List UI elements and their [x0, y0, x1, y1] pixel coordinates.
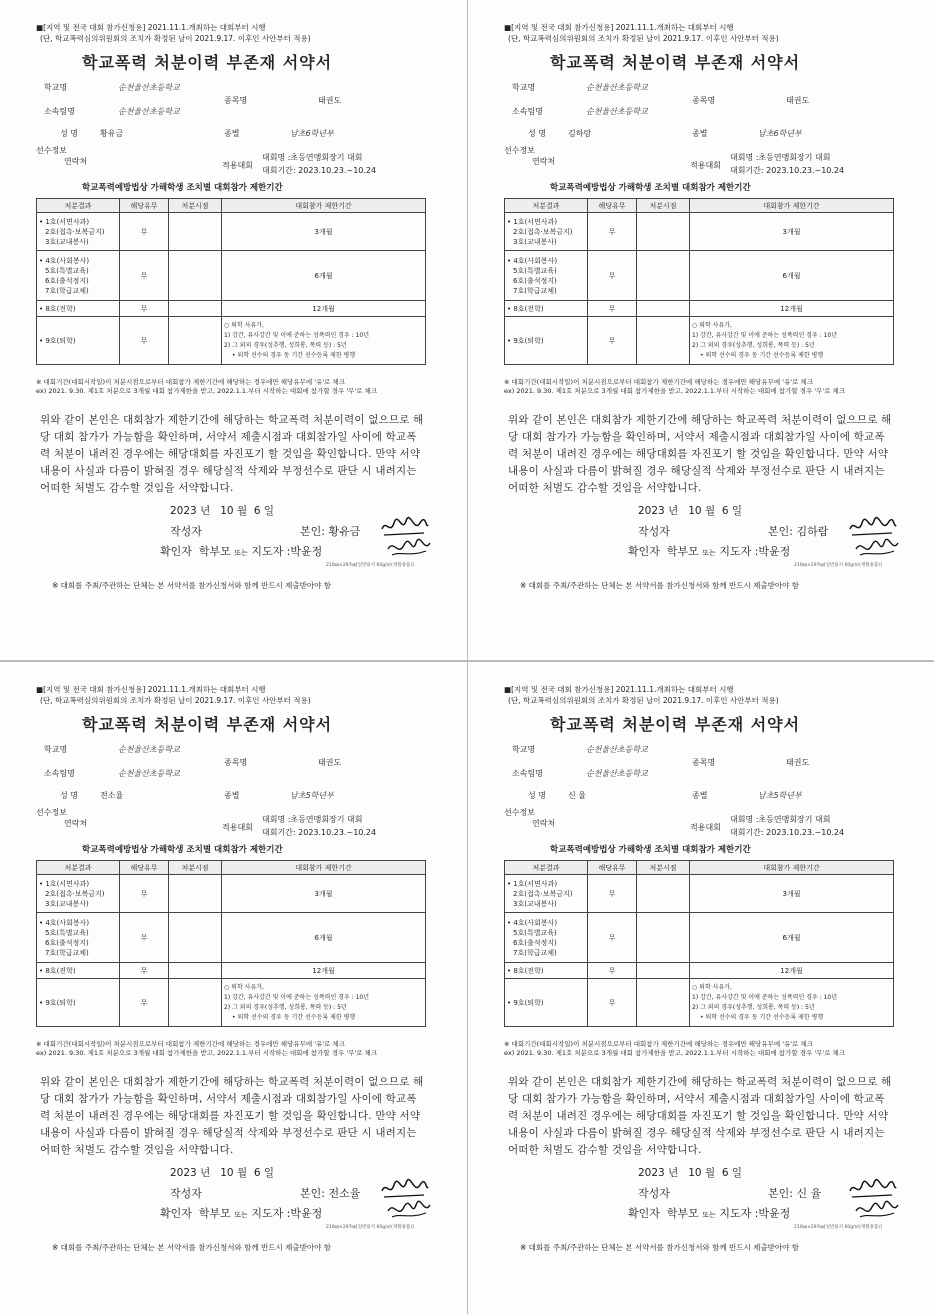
- period-cell: 3개월: [222, 875, 426, 913]
- applicable-cell: 무: [588, 251, 637, 301]
- pledge-date: 2023 년 10 월 6 일: [170, 1167, 274, 1179]
- result-cell: • 9호(퇴학): [37, 317, 120, 365]
- student-signature-mark: [380, 1177, 430, 1201]
- competition-label: 적용대회: [690, 161, 721, 170]
- time-cell: [637, 979, 690, 1027]
- col-header-period: 대회참가 제한기간: [690, 861, 894, 875]
- result-cell: • 8호(전학): [505, 963, 588, 979]
- time-cell: [169, 963, 222, 979]
- time-cell: [169, 213, 222, 251]
- time-cell: [637, 251, 690, 301]
- time-cell: [637, 213, 690, 251]
- result-cell: • 8호(전학): [37, 963, 120, 979]
- result-cell: • 9호(퇴학): [505, 979, 588, 1027]
- result-cell: • 9호(퇴학): [505, 317, 588, 365]
- writer-label: 작성자: [170, 525, 202, 538]
- time-cell: [637, 963, 690, 979]
- event-value: 태권도: [318, 758, 342, 767]
- player-info-label: 선수정보: [504, 808, 535, 817]
- applicable-cell: 무: [588, 913, 637, 963]
- period-cell: 6개월: [222, 913, 426, 963]
- time-cell: [169, 317, 222, 365]
- header-line-2: (단, 학교폭력심의위원회의 조치가 확정된 날이 2021.9.17. 이후인 사안부터 적용): [40, 34, 311, 43]
- period-cell: 6개월: [222, 251, 426, 301]
- writer-label: 작성자: [170, 1187, 202, 1200]
- pledge-body: 위와 같이 본인은 대회참가 제한기간에 해당하는 학교폭력 처분이력이 없으므로 해당 대회 참가가 가능함을 확인하며, 서약서 제출시점과 대회참가일 사이에 학교폭력 처분이 내려진 경우에는 해당대회를 자진포기 할 것임을 확인합니다. 만약 서약내용이 사실과 다름이 밝혀질 경우 해당실적 삭제와 부정선수로 판단 시 내려지는 어떠한 처벌도 감수할 것임을 서약합니다.: [40, 1076, 424, 1156]
- time-cell: [169, 979, 222, 1027]
- applicable-cell: 무: [588, 979, 637, 1027]
- competition-name: 대회명 :초등연맹회장기 대회: [262, 153, 363, 162]
- table-row: [505, 251, 894, 301]
- col-header-time: 처분시점: [169, 199, 222, 213]
- player-info-label: 선수정보: [36, 146, 67, 155]
- paper-spec: 210㎜×297㎜[일반용지 60g/㎡(재활용품)]: [326, 563, 414, 568]
- pledge-date: 2023 년 10 월 6 일: [638, 505, 742, 517]
- paper-spec: 210㎜×297㎜[일반용지 60g/㎡(재활용품)]: [794, 1225, 882, 1230]
- team-value: 순천율산초등학교: [118, 769, 180, 778]
- pledge-sheet-2: [468, 0, 934, 658]
- competition-period: 대회기간: 2023.10.23.~10.24: [262, 828, 377, 837]
- result-cell: • 1호(서면사과) 2호(접촉·보복금지) 3호(교내봉사): [505, 875, 588, 913]
- division-value: 남초5학년부: [290, 791, 334, 800]
- header-line-2: (단, 학교폭력심의위원회의 조치가 확정된 날이 2021.9.17. 이후인 사안부터 적용): [508, 696, 779, 705]
- page-title: 학교폭력 처분이력 부존재 서약서: [550, 715, 801, 734]
- applicable-cell: 무: [120, 963, 169, 979]
- col-header-applicable: 해당유무: [588, 199, 637, 213]
- event-label: 종목명: [224, 96, 248, 105]
- event-label: 종목명: [224, 758, 248, 767]
- competition-label: 적용대회: [222, 161, 253, 170]
- applicable-cell: 무: [120, 913, 169, 963]
- division-value: 남초6학년부: [758, 129, 802, 138]
- school-label: 학교명: [512, 745, 536, 754]
- col-header-applicable: 해당유무: [120, 861, 169, 875]
- result-cell: • 4호(사회봉사) 5호(특별교육) 6호(출석정지) 7호(학급교체): [37, 913, 120, 963]
- pledge-date: 2023 년 10 월 6 일: [170, 505, 274, 517]
- applicable-cell: 무: [120, 317, 169, 365]
- col-header-result: 처분결과: [505, 199, 588, 213]
- sanction-table: [504, 860, 894, 1027]
- table-row: [37, 875, 426, 913]
- time-cell: [169, 913, 222, 963]
- footer-note: ※ 대회를 주최/주관하는 단체는 본 서약서를 참가신청서와 함께 반드시 제출받아야 함: [520, 1243, 799, 1252]
- period-cell: 12개월: [690, 963, 894, 979]
- time-cell: [637, 875, 690, 913]
- event-value: 태권도: [786, 758, 810, 767]
- result-cell: • 1호(서면사과) 2호(접촉·보복금지) 3호(교내봉사): [505, 213, 588, 251]
- table-row: [505, 913, 894, 963]
- period-cell: 6개월: [690, 251, 894, 301]
- header-line-2: (단, 학교폭력심의위원회의 조치가 확정된 날이 2021.9.17. 이후인 사안부터 적용): [508, 34, 779, 43]
- coach-signature-mark: [854, 1199, 900, 1221]
- period-cell: 6개월: [690, 913, 894, 963]
- pledge-date: 2023 년 10 월 6 일: [638, 1167, 742, 1179]
- table-row: [505, 213, 894, 251]
- table-row: [37, 913, 426, 963]
- school-value: 순천율산초등학교: [586, 83, 648, 92]
- table-note: ※ 대회기간(대회시작일)이 처분시점으로부터 대회참가 제한기간에 해당하는 경우에만 해당유무에 '유'로 체크 ex) 2021. 9.30. 제1호 처분으로 3개월 대회 참가제한을 받고, 2022.1.1.부터 시작하는 대회에 참가할 경우 '무'로 체크: [36, 378, 378, 395]
- writer-label: 작성자: [638, 525, 670, 538]
- category-label: 종별: [224, 129, 240, 138]
- school-value: 순천율산초등학교: [586, 745, 648, 754]
- applicable-cell: 무: [588, 317, 637, 365]
- table-row: [505, 963, 894, 979]
- col-header-result: 처분결과: [37, 199, 120, 213]
- result-cell: • 1호(서면사과) 2호(접촉·보복금지) 3호(교내봉사): [37, 875, 120, 913]
- header-notice: [504, 684, 779, 706]
- pledge-body: 위와 같이 본인은 대회참가 제한기간에 해당하는 학교폭력 처분이력이 없으므로 해당 대회 참가가 가능함을 확인하며, 서약서 제출시점과 대회참가일 사이에 학교폭력 처분이 내려진 경우에는 해당대회를 자진포기 할 것임을 확인합니다. 만약 서약내용이 사실과 다름이 밝혀질 경우 해당실적 삭제와 부정선수로 판단 시 내려지는 어떠한 처벌도 감수할 것임을 서약합니다.: [40, 414, 424, 494]
- period-cell: 3개월: [690, 213, 894, 251]
- period-cell: 3개월: [690, 875, 894, 913]
- col-header-applicable: 해당유무: [588, 861, 637, 875]
- period-cell: 12개월: [222, 301, 426, 317]
- col-header-result: 처분결과: [37, 861, 120, 875]
- result-cell: • 4호(사회봉사) 5호(특별교육) 6호(출석정지) 7호(학급교체): [37, 251, 120, 301]
- col-header-time: 처분시점: [637, 199, 690, 213]
- col-header-period: 대회참가 제한기간: [222, 861, 426, 875]
- applicable-cell: 무: [120, 979, 169, 1027]
- table-row: [37, 317, 426, 365]
- table-row: [37, 251, 426, 301]
- coach-signature-mark: [854, 537, 900, 559]
- footer-note: ※ 대회를 주최/주관하는 단체는 본 서약서를 참가신청서와 함께 반드시 제출받아야 함: [52, 581, 331, 590]
- header-notice: [504, 22, 779, 44]
- confirm-line: 확인자 학부모 또는 지도자 :박윤정: [160, 545, 323, 558]
- time-cell: [637, 317, 690, 365]
- table-note: ※ 대회기간(대회시작일)이 처분시점으로부터 대회참가 제한기간에 해당하는 경우에만 해당유무에 '유'로 체크 ex) 2021. 9.30. 제1호 처분으로 3개월 대회 참가제한을 받고, 2022.1.1.부터 시작하는 대회에 참가할 경우 '무'로 체크: [504, 378, 846, 395]
- page-title: 학교폭력 처분이력 부존재 서약서: [550, 53, 801, 72]
- student-name: 김하람: [568, 129, 592, 138]
- period-cell: 12개월: [690, 301, 894, 317]
- time-cell: [169, 251, 222, 301]
- self-signature-line: 본인: 김하람: [768, 525, 829, 538]
- sanction-table: [36, 198, 426, 365]
- student-signature-mark: [848, 1177, 898, 1201]
- category-label: 종별: [692, 791, 708, 800]
- competition-period: 대회기간: 2023.10.23.~10.24: [730, 166, 845, 175]
- table-row: [505, 301, 894, 317]
- table-row: [37, 963, 426, 979]
- time-cell: [637, 913, 690, 963]
- division-value: 남초6학년부: [290, 129, 334, 138]
- school-label: 학교명: [512, 83, 536, 92]
- student-signature-mark: [848, 515, 898, 539]
- result-cell: • 4호(사회봉사) 5호(특별교육) 6호(출석정지) 7호(학급교체): [505, 913, 588, 963]
- competition-name: 대회명 :초등연맹회장기 대회: [730, 153, 831, 162]
- pledge-body: 위와 같이 본인은 대회참가 제한기간에 해당하는 학교폭력 처분이력이 없으므로 해당 대회 참가가 가능함을 확인하며, 서약서 제출시점과 대회참가일 사이에 학교폭력 처분이 내려진 경우에는 해당대회를 자진포기 할 것임을 확인합니다. 만약 서약내용이 사실과 다름이 밝혀질 경우 해당실적 삭제와 부정선수로 판단 시 내려지는 어떠한 처벌도 감수할 것임을 서약합니다.: [508, 1076, 892, 1156]
- footer-note: ※ 대회를 주최/주관하는 단체는 본 서약서를 참가신청서와 함께 반드시 제출받아야 함: [520, 581, 799, 590]
- applicable-cell: 무: [588, 875, 637, 913]
- competition-period: 대회기간: 2023.10.23.~10.24: [262, 166, 377, 175]
- period-cell: 12개월: [222, 963, 426, 979]
- footer-note: ※ 대회를 주최/주관하는 단체는 본 서약서를 참가신청서와 함께 반드시 제출받아야 함: [52, 1243, 331, 1252]
- time-cell: [169, 301, 222, 317]
- col-header-time: 처분시점: [169, 861, 222, 875]
- confirm-line: 확인자 학부모 또는 지도자 :박윤정: [160, 1207, 323, 1220]
- sanction-table: [504, 198, 894, 365]
- table-title: 학교폭력예방법상 가해학생 조치별 대회참가 제한기간: [550, 845, 751, 855]
- header-line-2: (단, 학교폭력심의위원회의 조치가 확정된 날이 2021.9.17. 이후인 사안부터 적용): [40, 696, 311, 705]
- school-label: 학교명: [44, 83, 68, 92]
- confirm-line: 확인자 학부모 또는 지도자 :박윤정: [628, 1207, 791, 1220]
- pledge-body: 위와 같이 본인은 대회참가 제한기간에 해당하는 학교폭력 처분이력이 없으므로 해당 대회 참가가 가능함을 확인하며, 서약서 제출시점과 대회참가일 사이에 학교폭력 처분이 내려진 경우에는 해당대회를 자진포기 할 것임을 확인합니다. 만약 서약내용이 사실과 다름이 밝혀질 경우 해당실적 삭제와 부정선수로 판단 시 내려지는 어떠한 처벌도 감수할 것임을 서약합니다.: [508, 414, 892, 494]
- table-title: 학교폭력예방법상 가해학생 조치별 대회참가 제한기간: [550, 183, 751, 193]
- player-info-label: 선수정보: [36, 808, 67, 817]
- col-header-period: 대회참가 제한기간: [222, 199, 426, 213]
- paper-spec: 210㎜×297㎜[일반용지 60g/㎡(재활용품)]: [326, 1225, 414, 1230]
- applicable-cell: 무: [120, 213, 169, 251]
- school-value: 순천율산초등학교: [118, 745, 180, 754]
- event-value: 태권도: [786, 96, 810, 105]
- student-signature-mark: [380, 515, 430, 539]
- table-title: 학교폭력예방법상 가해학생 조치별 대회참가 제한기간: [82, 845, 283, 855]
- header-line-1: ■[지역 및 전국 대회 참가신청용] 2021.11.1.개최하는 대회부터 시행: [36, 685, 266, 694]
- competition-period: 대회기간: 2023.10.23.~10.24: [730, 828, 845, 837]
- period-cell: ○ 퇴학 사유가, 1) 강간, 유사강간 및 이에 준하는 성폭력인 경우 : 10년 2) 그 외의 경우(성추행, 성희롱, 폭력 등) : 5년 • 퇴학 선수의 경우 동 기간 선수등록 제한 병행: [222, 317, 426, 365]
- competition-name: 대회명 :초등연맹회장기 대회: [262, 815, 363, 824]
- applicable-cell: 무: [120, 875, 169, 913]
- student-name: 전소율: [100, 791, 124, 800]
- event-value: 태권도: [318, 96, 342, 105]
- self-signature-line: 본인: 전소율: [300, 1187, 361, 1200]
- school-value: 순천율산초등학교: [118, 83, 180, 92]
- table-note: ※ 대회기간(대회시작일)이 처분시점으로부터 대회참가 제한기간에 해당하는 경우에만 해당유무에 '유'로 체크 ex) 2021. 9.30. 제1호 처분으로 3개월 대회 참가제한을 받고, 2022.1.1.부터 시작하는 대회에 참가할 경우 '무'로 체크: [504, 1040, 846, 1057]
- student-name: 신 율: [568, 791, 586, 800]
- player-info-label: 선수정보: [504, 146, 535, 155]
- applicable-cell: 무: [120, 251, 169, 301]
- contact-label: 연락처: [64, 157, 88, 166]
- self-signature-line: 본인: 황유금: [300, 525, 361, 538]
- applicable-cell: 무: [588, 213, 637, 251]
- self-signature-line: 본인: 신 율: [768, 1187, 822, 1200]
- period-cell: ○ 퇴학 사유가, 1) 강간, 유사강간 및 이에 준하는 성폭력인 경우 : 10년 2) 그 외의 경우(성추행, 성희롱, 폭력 등) : 5년 • 퇴학 선수의 경우 동 기간 선수등록 제한 병행: [690, 317, 894, 365]
- applicable-cell: 무: [120, 301, 169, 317]
- competition-label: 적용대회: [690, 823, 721, 832]
- table-note: ※ 대회기간(대회시작일)이 처분시점으로부터 대회참가 제한기간에 해당하는 경우에만 해당유무에 '유'로 체크 ex) 2021. 9.30. 제1호 처분으로 3개월 대회 참가제한을 받고, 2022.1.1.부터 시작하는 대회에 참가할 경우 '무'로 체크: [36, 1040, 378, 1057]
- table-row: [37, 979, 426, 1027]
- team-label: 소속팀명: [44, 107, 75, 116]
- applicable-cell: 무: [588, 301, 637, 317]
- pledge-sheet-4: [468, 662, 934, 1314]
- header-notice: [36, 22, 311, 44]
- writer-label: 작성자: [638, 1187, 670, 1200]
- table-title: 학교폭력예방법상 가해학생 조치별 대회참가 제한기간: [82, 183, 283, 193]
- table-row: [505, 317, 894, 365]
- col-header-period: 대회참가 제한기간: [690, 199, 894, 213]
- time-cell: [169, 875, 222, 913]
- school-label: 학교명: [44, 745, 68, 754]
- result-cell: • 9호(퇴학): [37, 979, 120, 1027]
- competition-label: 적용대회: [222, 823, 253, 832]
- pledge-sheet-1: [0, 0, 467, 658]
- division-value: 남초5학년부: [758, 791, 802, 800]
- result-cell: • 8호(전학): [505, 301, 588, 317]
- paper-spec: 210㎜×297㎜[일반용지 60g/㎡(재활용품)]: [794, 563, 882, 568]
- time-cell: [637, 301, 690, 317]
- table-row: [505, 979, 894, 1027]
- page-title: 학교폭력 처분이력 부존재 서약서: [82, 53, 333, 72]
- header-notice: [36, 684, 311, 706]
- team-value: 순천율산초등학교: [586, 769, 648, 778]
- period-cell: ○ 퇴학 사유가, 1) 강간, 유사강간 및 이에 준하는 성폭력인 경우 : 10년 2) 그 외의 경우(성추행, 성희롱, 폭력 등) : 5년 • 퇴학 선수의 경우 동 기간 선수등록 제한 병행: [222, 979, 426, 1027]
- col-header-applicable: 해당유무: [120, 199, 169, 213]
- event-label: 종목명: [692, 758, 716, 767]
- page-title: 학교폭력 처분이력 부존재 서약서: [82, 715, 333, 734]
- competition-name: 대회명 :초등연맹회장기 대회: [730, 815, 831, 824]
- category-label: 종별: [224, 791, 240, 800]
- team-label: 소속팀명: [44, 769, 75, 778]
- name-label: 성 명: [528, 791, 546, 800]
- team-label: 소속팀명: [512, 769, 543, 778]
- col-header-result: 처분결과: [505, 861, 588, 875]
- category-label: 종별: [692, 129, 708, 138]
- contact-label: 연락처: [532, 157, 556, 166]
- contact-label: 연락처: [532, 819, 556, 828]
- applicable-cell: 무: [588, 963, 637, 979]
- coach-signature-mark: [386, 537, 432, 559]
- team-label: 소속팀명: [512, 107, 543, 116]
- confirm-line: 확인자 학부모 또는 지도자 :박윤정: [628, 545, 791, 558]
- period-cell: ○ 퇴학 사유가, 1) 강간, 유사강간 및 이에 준하는 성폭력인 경우 : 10년 2) 그 외의 경우(성추행, 성희롱, 폭력 등) : 5년 • 퇴학 선수의 경우 동 기간 선수등록 제한 병행: [690, 979, 894, 1027]
- name-label: 성 명: [60, 129, 78, 138]
- sanction-table: [36, 860, 426, 1027]
- header-line-1: ■[지역 및 전국 대회 참가신청용] 2021.11.1.개최하는 대회부터 시행: [504, 23, 734, 32]
- table-row: [37, 301, 426, 317]
- header-line-1: ■[지역 및 전국 대회 참가신청용] 2021.11.1.개최하는 대회부터 시행: [504, 685, 734, 694]
- student-name: 황유금: [100, 129, 124, 138]
- team-value: 순천율산초등학교: [586, 107, 648, 116]
- col-header-time: 처분시점: [637, 861, 690, 875]
- table-row: [37, 213, 426, 251]
- header-line-1: ■[지역 및 전국 대회 참가신청용] 2021.11.1.개최하는 대회부터 시행: [36, 23, 266, 32]
- name-label: 성 명: [528, 129, 546, 138]
- period-cell: 3개월: [222, 213, 426, 251]
- result-cell: • 4호(사회봉사) 5호(특별교육) 6호(출석정지) 7호(학급교체): [505, 251, 588, 301]
- contact-label: 연락처: [64, 819, 88, 828]
- name-label: 성 명: [60, 791, 78, 800]
- pledge-sheet-3: [0, 662, 467, 1314]
- coach-signature-mark: [386, 1199, 432, 1221]
- table-row: [505, 875, 894, 913]
- event-label: 종목명: [692, 96, 716, 105]
- result-cell: • 1호(서면사과) 2호(접촉·보복금지) 3호(교내봉사): [37, 213, 120, 251]
- team-value: 순천율산초등학교: [118, 107, 180, 116]
- result-cell: • 8호(전학): [37, 301, 120, 317]
